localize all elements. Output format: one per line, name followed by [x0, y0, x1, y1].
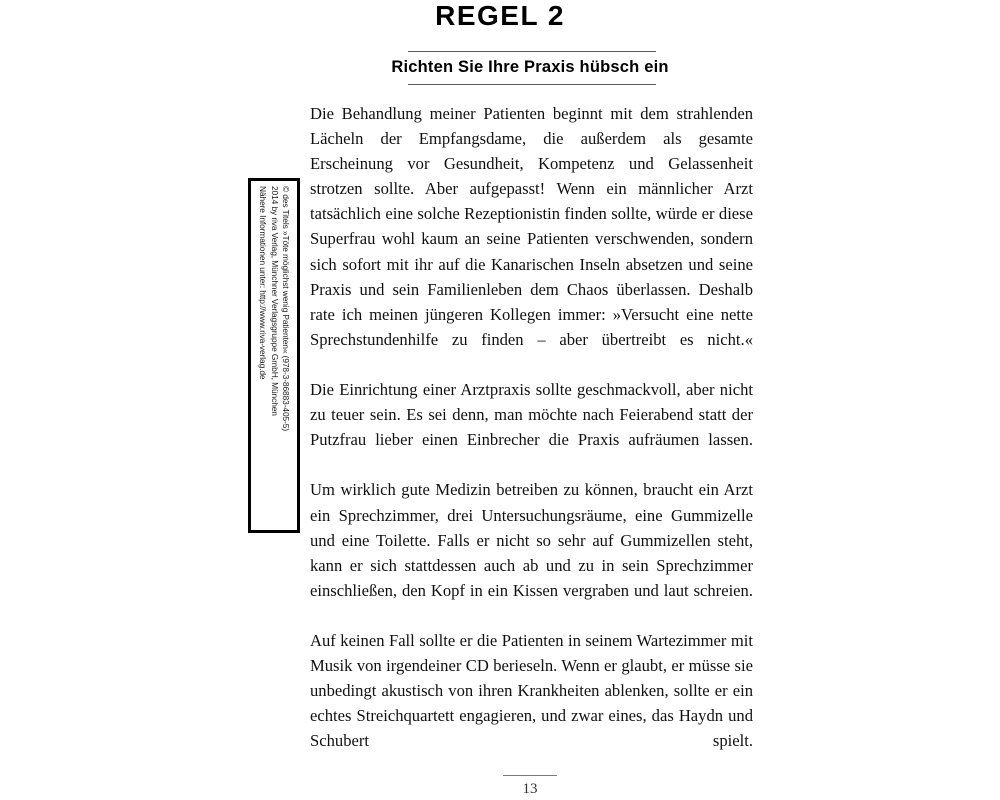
subtitle-rule-bottom — [408, 84, 656, 85]
copyright-line: © des Titels »Töte möglichst wenig Patienten« (978-3-86883-405-5) — [281, 185, 292, 431]
page-number: 13 — [522, 781, 538, 797]
subtitle-rule-top — [408, 51, 656, 52]
body-paragraph: Die Behandlung meiner Patienten beginnt mit dem strahlenden Lächeln der Empfangsdame, die außerdem als gesamte Erscheinung vor Gesundheit, Kompetenz und Gelassenheit strotzen sollte. Aber aufgepasst! Wenn ein männlicher Arzt tatsächlich eine solche Rezeptionistin finden sollte, würde er diese Superfrau wohl kaum an seine Patienten verschwenden, sondern sich sofort mit ihr auf die Kanarischen Inseln absetzen und seine Praxis und sein Familienleben dem Chaos überlassen. Deshalb rate ich meinen jüngeren Kollegen immer: »Versucht eine nette Sprechstundenhilfe zu finden – aber übertreibt es nicht.« — [310, 104, 753, 349]
body-paragraph: Um wirklich gute Medizin betreiben zu können, braucht ein Arzt ein Sprechzimmer, drei Untersuchungsräume, eine Gummizelle und eine Toilette. Falls er nicht so sehr auf Gummizellen steht, kann er sich stattdessen auch ab und zu in sein Sprechzimmer einschließen, den Kopf in ein Kissen vergraben und laut schreien. — [310, 480, 753, 600]
copyright-line: 2014 by riva Verlag, Münchner Verlagsgruppe GmbH, München — [269, 185, 280, 416]
chapter-title: REGEL 2 — [435, 0, 565, 31]
chapter-subtitle: Richten Sie Ihre Praxis hübsch ein — [391, 58, 669, 76]
footer-rule — [503, 775, 557, 776]
copyright-line: Nähere Informationen unter: http://www.riva-verlag.de — [258, 185, 269, 379]
copyright-notice-box — [248, 178, 300, 533]
copyright-rotated-text — [254, 186, 294, 526]
body-paragraph: Die Einrichtung einer Arztpraxis sollte geschmackvoll, aber nicht zu teuer sein. Es sei denn, man möchte nach Feierabend statt der Putzfrau lieber einen Einbrecher die Praxis aufräumen lassen. — [310, 380, 753, 450]
body-text-column — [310, 101, 753, 779]
body-paragraph: Auf keinen Fall sollte er die Patienten in seinem Wartezimmer mit Musik von irgendeiner CD berieseln. Wenn er glaubt, er müsse sie unbedingt akustisch von ihren Krankheiten ablenken, sollte er ein echtes Streichquartett engagieren, und zwar eines, das Haydn und Schubert spielt. — [310, 630, 753, 751]
